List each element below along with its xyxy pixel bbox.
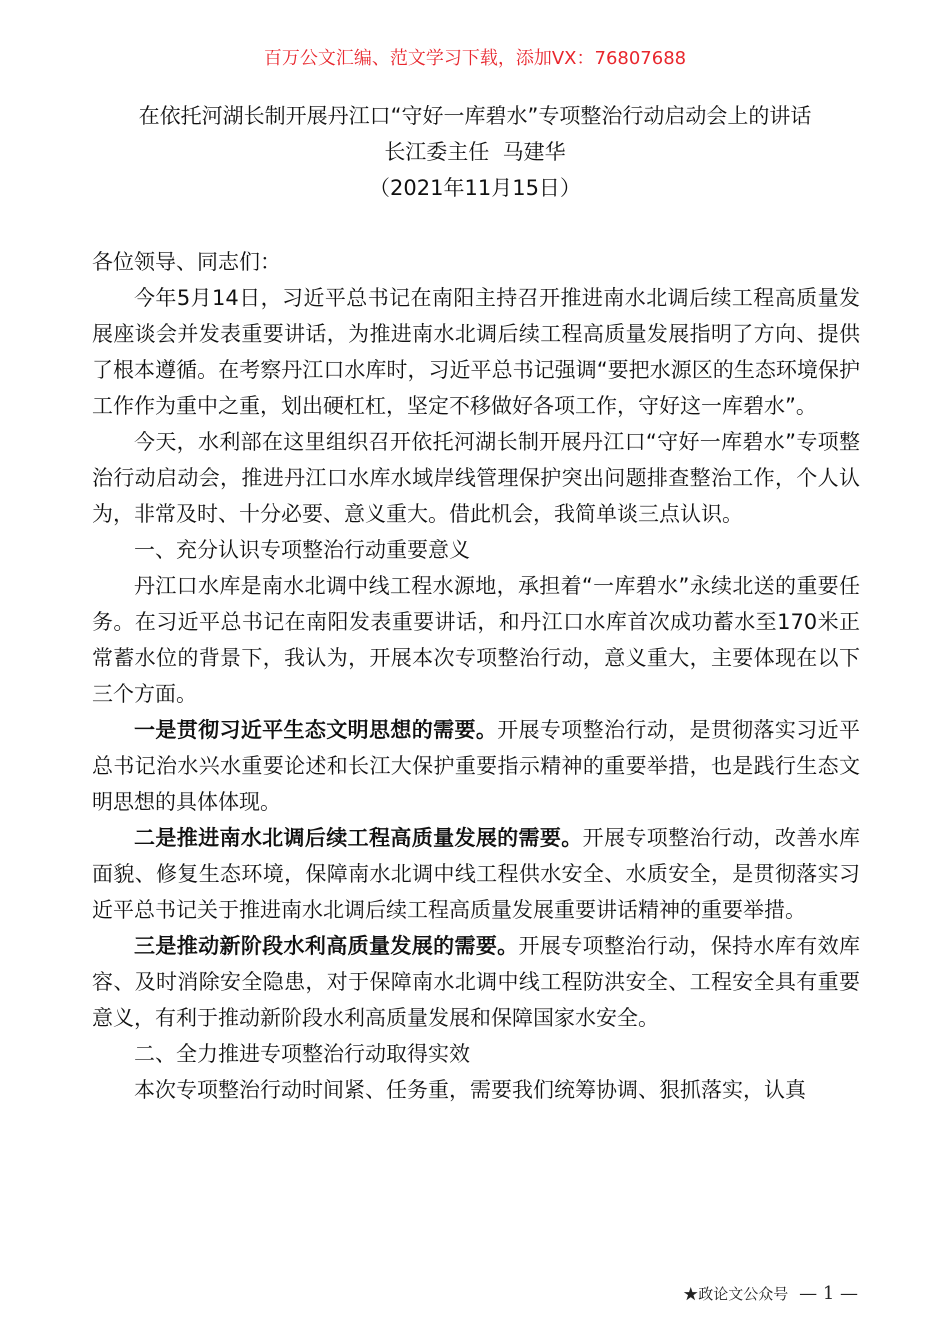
paragraph-3: 丹江口水库是南水北调中线工程水源地，承担着“一库碧水”永续北送的重要任务。在习近平总书记在南阳发表重要讲话，和丹江口水库首次成功蓄水至170米正常蓄水位的背景下，我认为，开展本次专项整治行动，意义重大，主要体现在以下三个方面。 bbox=[92, 574, 860, 706]
speech-date: （2021年11月15日） bbox=[369, 176, 581, 200]
page-footer bbox=[683, 1282, 858, 1306]
point-2-lead: 二是推进南水北调后续工程高质量发展的需要。 bbox=[134, 826, 583, 850]
paragraph-5 bbox=[92, 820, 860, 928]
paragraph-4 bbox=[92, 712, 860, 820]
paragraph-6 bbox=[92, 928, 860, 1036]
section-heading-2: 二、全力推进专项整治行动取得实效 bbox=[134, 1042, 470, 1066]
speech-body bbox=[92, 244, 860, 1108]
point-2-text: 开展专项整治行动，改善水库面貌、修复生态环境，保障南水北调中线工程供水安全、水质安全，是贯彻落实习近平总书记关于推进南水北调后续工程高质量发展重要讲话精神的重要举措。 bbox=[92, 826, 861, 922]
speech-title: 在依托河湖长制开展丹江口“守好一库碧水”专项整治行动启动会上的讲话 bbox=[138, 104, 812, 128]
page-number: — 1 — bbox=[799, 1283, 858, 1304]
paragraph-1: 今年5月14日，习近平总书记在南阳主持召开推进南水北调后续工程高质量发展座谈会并发表重要讲话，为推进南水北调后续工程高质量发展指明了方向、提供了根本遵循。在考察丹江口水库时，习近平总书记强调“要把水源区的生态环境保护工作作为重中之重，划出硬杠杠，坚定不移做好各项工作，守好这一库碧水”。 bbox=[92, 286, 860, 418]
point-3-text: 开展专项整治行动，保持水库有效库容、及时消除安全隐患，对于保障南水北调中线工程防洪安全、工程安全具有重要意义，有利于推动新阶段水利高质量发展和保障国家水安全。 bbox=[92, 934, 861, 1030]
speaker-line: 长江委主任 马建华 bbox=[384, 140, 566, 164]
paragraph-2: 今天，水利部在这里组织召开依托河湖长制开展丹江口“守好一库碧水”专项整治行动启动会，推进丹江口水库水域岸线管理保护突出问题排查整治工作，个人认为，非常及时、十分必要、意义重大。借此机会，我简单谈三点认识。 bbox=[92, 430, 860, 526]
point-3-lead: 三是推动新阶段水利高质量发展的需要。 bbox=[134, 934, 519, 958]
title-block bbox=[60, 98, 890, 206]
section-heading-1: 一、充分认识专项整治行动重要意义 bbox=[134, 538, 470, 562]
promo-banner: 百万公文汇编、范文学习下载，添加VX：76807688 bbox=[263, 48, 687, 69]
footer-source: ★政论文公众号 bbox=[683, 1285, 789, 1303]
salutation: 各位领导、同志们： bbox=[92, 250, 281, 274]
paragraph-7: 本次专项整治行动时间紧、任务重，需要我们统筹协调、狠抓落实，认真 bbox=[134, 1078, 806, 1102]
point-1-lead: 一是贯彻习近平生态文明思想的需要。 bbox=[134, 718, 498, 742]
point-1-text: 开展专项整治行动，是贯彻落实习近平总书记治水兴水重要论述和长江大保护重要指示精神的重要举措，也是践行生态文明思想的具体体现。 bbox=[92, 718, 861, 814]
